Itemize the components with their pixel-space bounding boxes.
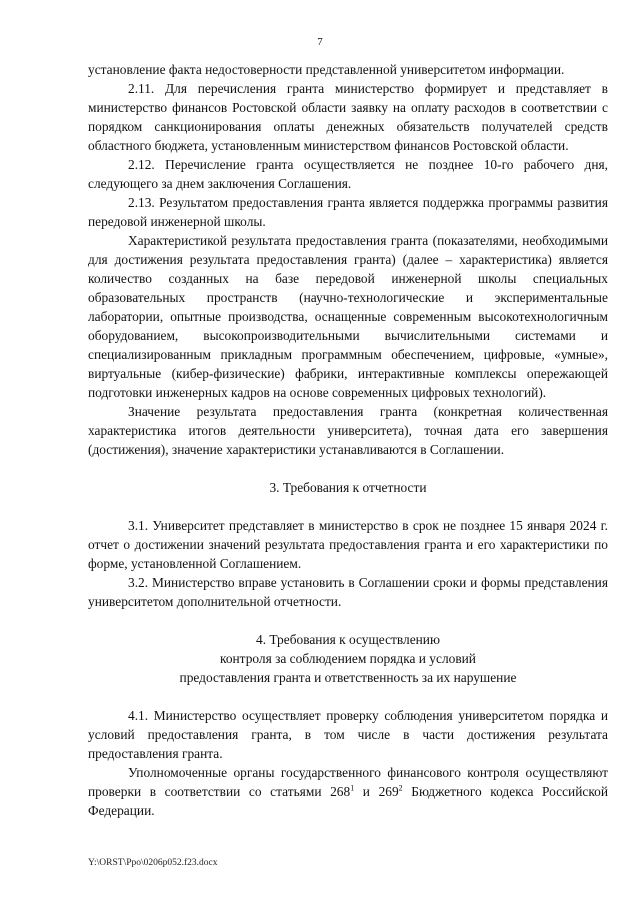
footer-file-path: Y:\ORST\Ppo\0206p052.f23.docx xyxy=(88,858,218,868)
section-heading-4-line-1: 4. Требования к осуществлению xyxy=(256,632,440,647)
article-superscript-1: 1 xyxy=(350,783,355,793)
paragraph-result-value: Значение результата предоставления гранта (конкретная количественная характеристика итогов деятельности университета), точная дата его завершения (достижения), значение характеристики устанавливаются в Соглашении. xyxy=(88,404,608,457)
section-heading-4 xyxy=(88,630,608,687)
paragraph-2-13: 2.13. Результатом предоставления гранта является поддержка программы развития передовой инженерной школы. xyxy=(88,195,608,229)
paragraph-financial-control xyxy=(88,763,608,820)
paragraph-4-1: 4.1. Министерство осуществляет проверку соблюдения университетом порядка и условий предоставления гранта, в том числе в части достижения результата предоставления гранта. xyxy=(88,708,608,761)
paragraph-continuation: установление факта недостоверности представленной университетом информации. xyxy=(88,62,565,77)
paragraph-financial-control-text-3: Бюджетного кодекса Российской Федерации. xyxy=(88,784,609,818)
paragraph-3-1: 3.1. Университет представляет в министерство в срок не позднее 15 января 2024 г. отчет о достижении значений результата предоставления гранта и его характеристики по форме, установленной Соглашением. xyxy=(88,518,608,571)
article-superscript-2: 2 xyxy=(398,783,403,793)
paragraph-characteristic: Характеристикой результата предоставления гранта (показателями, необходимыми для достижения результата предоставления гранта) (далее – характеристика) является количество созданных на базе передовой инженерной школы специальных образовательных пространств (научно-технологические и экспериментальные лаборатории, опытные производства, оснащенные современным высокотехнологичным оборудованием, высокопроизводительными вычислительными системами и специализированным прикладным программным обеспечением, цифровые, «умные», виртуальные (кибер-физические) фабрики, интерактивные комплексы опережающей подготовки инженерных кадров на основе современных цифровых технологий). xyxy=(88,233,608,400)
section-heading-4-line-2: контроля за соблюдением порядка и условий xyxy=(220,651,476,666)
document-body xyxy=(88,60,608,820)
paragraph-3-2: 3.2. Министерство вправе установить в Соглашении сроки и формы представления университетом дополнительной отчетности. xyxy=(88,575,608,609)
page-number: 7 xyxy=(317,36,323,48)
paragraph-2-12: 2.12. Перечисление гранта осуществляется не позднее 10-го рабочего дня, следующего за днем заключения Соглашения. xyxy=(88,157,608,191)
section-heading-4-line-3: предоставления гранта и ответственность за их нарушение xyxy=(179,670,517,685)
section-heading-3: 3. Требования к отчетности xyxy=(269,480,427,495)
paragraph-2-11: 2.11. Для перечисления гранта министерство формирует и представляет в министерство финансов Ростовской области заявку на оплату расходов в соответствии с порядком санкционирования оплаты денежных обязательств получателей средств областного бюджета, установленным министерством финансов Ростовской области. xyxy=(88,81,608,153)
paragraph-financial-control-text-1: Уполномоченные органы государственного финансового контроля осуществляют проверки в соответствии со статьями 268 xyxy=(88,765,608,799)
paragraph-financial-control-text-2: и 269 xyxy=(354,784,399,799)
